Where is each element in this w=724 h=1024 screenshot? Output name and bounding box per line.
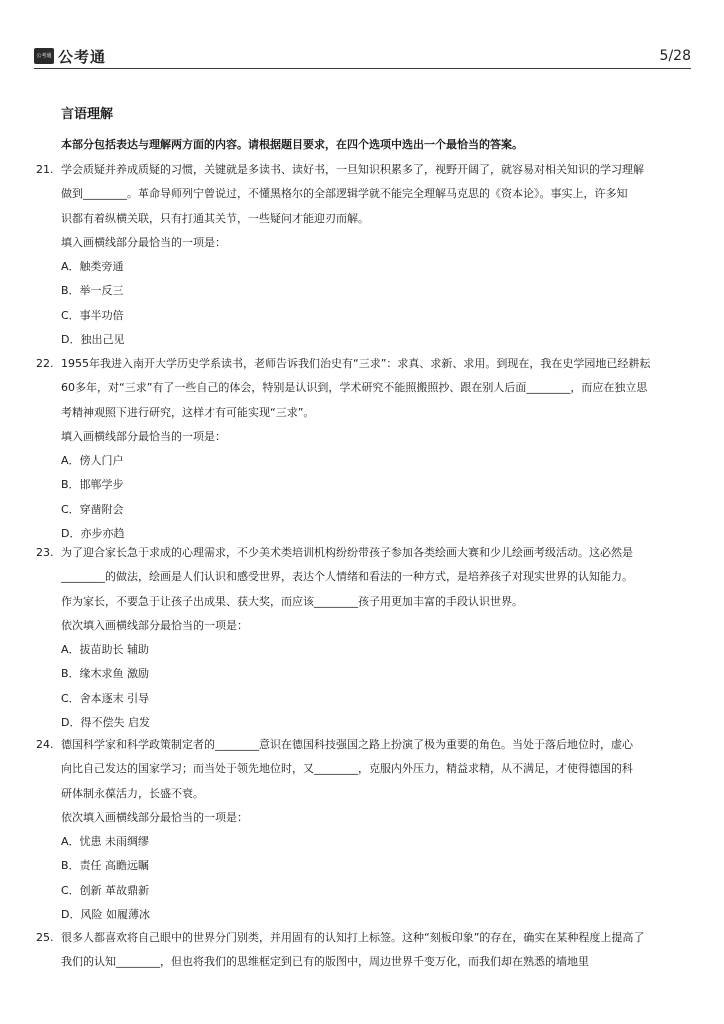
question-stem: 作为家长，不要急于让孩子出成果、获大奖，而应该________孩子用更加丰富的手段认识世界。: [61, 594, 523, 608]
option-b: B．缘木求鱼 激励: [61, 667, 150, 681]
logo-icon: 公考通: [34, 48, 54, 64]
question-stem: 我们的认知________，但也将我们的思维框定到已有的版图中，周边世界千变万化，而我们却在熟悉的墙地里: [61, 955, 589, 969]
question-stem: 为了迎合家长急于求成的心理需求，不少美术类培训机构纷纷带孩子参加各类绘画大赛和少儿绘画考级活动。这必然是: [61, 546, 633, 559]
brand-name: 公考通: [58, 48, 107, 66]
section-intro: 本部分包括表达与理解两方面的内容。请根据题目要求，在四个选项中选出一个最恰当的答案。: [61, 138, 523, 151]
section-title: 言语理解: [61, 107, 114, 122]
option-a: A．傍人门户: [61, 454, 124, 468]
option-d: D．得不偿失 启发: [61, 716, 150, 730]
option-c: C．创新 革故鼎新: [61, 883, 150, 897]
question-stem: 学会质疑并养成质疑的习惯，关键就是多读书、读好书，一旦知识积累多了，视野开阔了，就容易对相关知识的学习理解: [61, 163, 644, 176]
option-d: D．风险 如履薄冰: [61, 908, 150, 922]
option-c: C．事半功倍: [61, 308, 124, 322]
option-a: A．触类旁通: [61, 260, 124, 274]
option-c: C．穿凿附会: [61, 502, 124, 516]
question-stem: 研体制永葆活力，长盛不衰。: [61, 786, 204, 800]
question-stem: 很多人都喜欢将自己眼中的世界分门别类，并用固有的认知打上标签。这种“刻板印象”的存在，确实在某种程度上提高了: [61, 931, 645, 944]
header-divider: [34, 68, 691, 69]
question-number: 24.: [36, 738, 54, 751]
question-22: [36, 352, 691, 546]
option-d: D．亦步亦趋: [61, 527, 125, 541]
question-prompt: 依次填入画横线部分最恰当的一项是：: [61, 810, 248, 824]
question-stem: 向比自己发达的国家学习；而当处于领先地位时，又________，克服内外压力，精益求精，从不满足，才使得德国的科: [61, 762, 633, 776]
option-d: D．独出己见: [61, 333, 125, 347]
question-prompt: 依次填入画横线部分最恰当的一项是：: [61, 618, 248, 632]
option-b: B．举一反三: [61, 284, 124, 298]
question-23: [36, 541, 691, 735]
question-prompt: 填入画横线部分最恰当的一项是：: [61, 235, 226, 249]
question-number: 23.: [36, 546, 54, 559]
question-21: [36, 158, 691, 352]
question-25: [36, 926, 691, 975]
option-c: C．舍本逐末 引导: [61, 691, 150, 705]
question-number: 22.: [36, 357, 54, 370]
question-24: [36, 733, 691, 927]
question-number: 25.: [36, 931, 54, 944]
question-stem: 德国科学家和科学政策制定者的________意识在德国科技强国之路上扮演了极为重要的角色。当处于落后地位时，虚心: [61, 738, 633, 751]
question-stem: 识都有着纵横关联，只有打通其关节，一些疑问才能迎刃而解。: [61, 211, 369, 225]
question-stem: ________的做法，绘画是人们认识和感受世界，表达个人情绪和看法的一种方式，是培养孩子对现实世界的认知能力。: [61, 570, 633, 584]
question-prompt: 填入画横线部分最恰当的一项是：: [61, 429, 226, 443]
option-b: B．邯郸学步: [61, 478, 124, 492]
option-b: B．责任 高瞻远瞩: [61, 859, 150, 873]
page-number: 5/28: [659, 48, 691, 64]
option-a: A．忧患 未雨绸缪: [61, 835, 150, 849]
question-stem: 60多年，对“三求”有了一些自己的体会，特别是认识到，学术研究不能照搬照抄、跟在别人后面________，而应在独立思: [61, 381, 648, 395]
page-header: [34, 44, 691, 68]
question-stem: 1955年我进入南开大学历史学系读书，老师告诉我们治史有“三求”：求真、求新、求用。到现在，我在史学园地已经耕耘: [61, 357, 651, 370]
question-stem: 做到________。革命导师列宁曾说过，不懂黑格尔的全部逻辑学就不能完全理解马克思的《资本论》。事实上，许多知: [61, 187, 628, 201]
question-number: 21.: [36, 163, 54, 176]
question-stem: 考精神观照下进行研究，这样才有可能实现“三求”。: [61, 405, 315, 419]
option-a: A．拔苗助长 辅助: [61, 643, 150, 657]
